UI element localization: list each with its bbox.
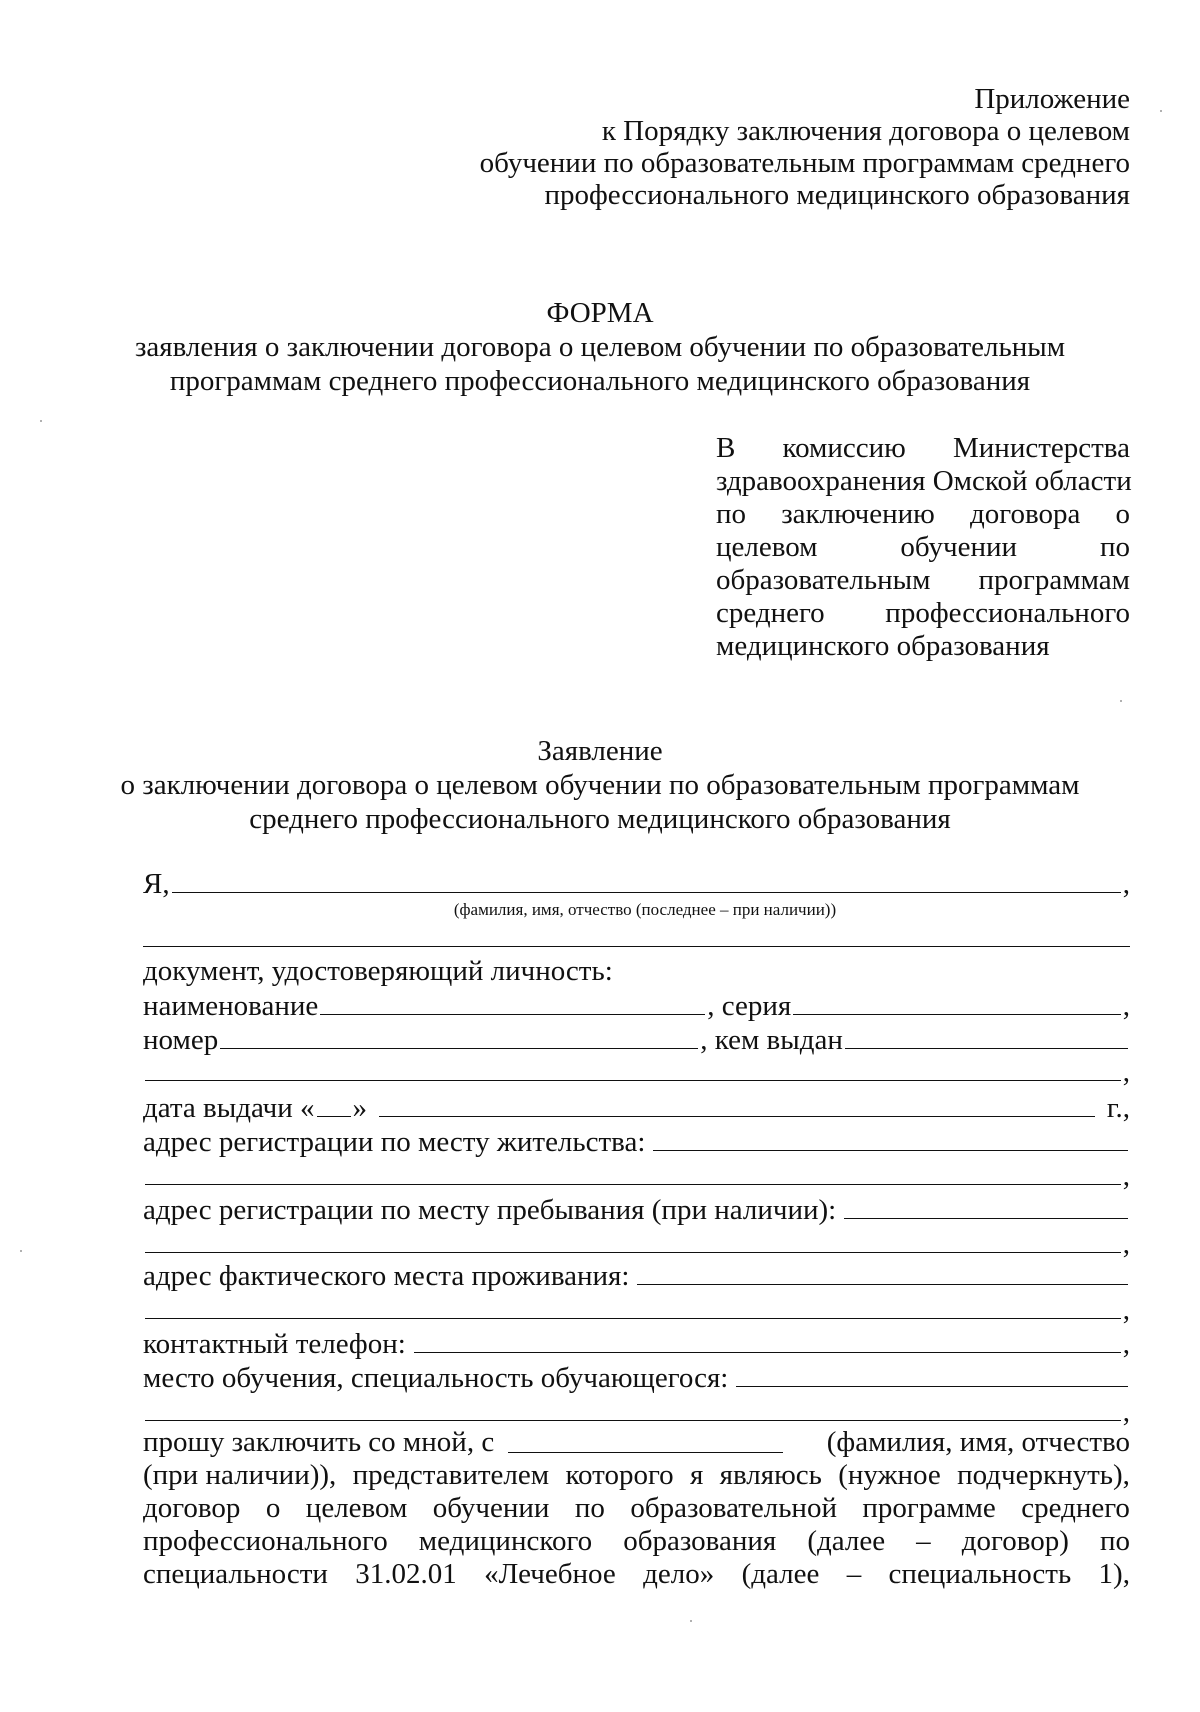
appendix-line-4: профессионального медицинского образования — [544, 179, 1130, 211]
study-label: место обучения, специальность обучающегося: — [143, 1362, 729, 1394]
actual-address-continuation-line: , — [143, 1292, 1130, 1327]
doc-name-series-line: наименование , серия , — [143, 990, 1130, 1022]
study-continuation-line: , — [143, 1394, 1130, 1429]
issued-by-continuation-field[interactable] — [145, 1054, 1121, 1081]
actual-address-line — [143, 1258, 1130, 1293]
actual-address-continuation-field[interactable] — [145, 1292, 1121, 1319]
scan-speck — [20, 1250, 22, 1252]
addressee-row: медицинского образования — [716, 630, 1050, 662]
appendix-label: Приложение — [974, 83, 1130, 115]
reg-residence-field[interactable] — [653, 1124, 1128, 1151]
paragraph-row: (при наличии)), представителем которого я являюсь (нужное подчеркнуть), — [143, 1459, 1130, 1491]
form-title: ФОРМА — [546, 297, 654, 329]
statement-subtitle-1: о заключении договора о целевом обучении по образовательным программам — [120, 769, 1080, 801]
paragraph-row: прошу заключить со мной, с (фамилия, имя, отчество — [143, 1426, 1130, 1458]
study-line — [143, 1360, 1130, 1395]
statement-subtitle-2: среднего профессионального медицинского образования — [249, 803, 951, 835]
phone-field[interactable] — [414, 1326, 1121, 1353]
issue-month-year-field[interactable] — [379, 1090, 1095, 1117]
issue-date-line: дата выдачи « » г., — [143, 1092, 1130, 1124]
actual-address-field[interactable] — [637, 1258, 1128, 1285]
issued-by-continuation-line: , — [143, 1054, 1130, 1089]
addressee-row: по заключению договора о — [716, 498, 1130, 530]
scan-speck — [1120, 700, 1122, 702]
reg-residence-line — [143, 1124, 1130, 1159]
doc-name-field[interactable] — [320, 988, 705, 1015]
scan-speck — [1160, 110, 1162, 112]
doc-series-label: , серия — [707, 990, 792, 1022]
study-field[interactable] — [736, 1360, 1128, 1387]
i-label: Я, — [143, 868, 170, 900]
form-subtitle-1: заявления о заключении договора о целевом обучении по образовательным — [134, 331, 1066, 363]
reg-residence-continuation-field[interactable] — [145, 1158, 1121, 1185]
doc-label: документ, удостоверяющий личность: — [143, 955, 613, 987]
fio-hint: (фамилия, имя, отчество (последнее – при наличии)) — [453, 900, 837, 919]
paragraph-row: договор о целевом обучении по образовательной программе среднего — [143, 1492, 1130, 1524]
addressee-row: В комиссию Министерства — [716, 432, 1130, 464]
form-subtitle-2: программам среднего профессионального медицинского образования — [169, 365, 1031, 397]
addressee-row: здравоохранения Омской области — [716, 465, 1132, 497]
doc-series-field[interactable] — [793, 988, 1121, 1015]
year-suffix: г., — [1106, 1092, 1130, 1124]
doc-issued-by-field[interactable] — [845, 1022, 1128, 1049]
fio-continuation-field[interactable] — [143, 946, 1130, 947]
reg-residence-label: адрес регистрации по месту жительства: — [143, 1126, 646, 1158]
addressee-row: образовательным программам — [716, 564, 1130, 596]
paragraph-row: профессионального медицинского образования (далее – договор) по — [143, 1525, 1130, 1557]
addressee-row: целевом обучении по — [716, 531, 1130, 563]
reg-stay-continuation-field[interactable] — [145, 1226, 1121, 1253]
reg-stay-line — [143, 1192, 1130, 1227]
doc-number-label: номер — [143, 1024, 219, 1056]
reg-residence-continuation-line: , — [143, 1158, 1130, 1193]
phone-line: контактный телефон: , — [143, 1328, 1130, 1360]
actual-address-label: адрес фактического места проживания: — [143, 1260, 630, 1292]
study-continuation-field[interactable] — [145, 1394, 1121, 1421]
scan-speck — [690, 1620, 692, 1622]
reg-stay-field[interactable] — [844, 1192, 1128, 1219]
addressee-block — [716, 432, 1130, 663]
doc-number-field[interactable] — [220, 1022, 698, 1049]
scan-speck — [40, 420, 42, 422]
fio-line: Я, , — [143, 868, 1130, 900]
fio-field[interactable] — [172, 866, 1121, 893]
doc-name-label: наименование — [143, 990, 319, 1022]
appendix-line-2: к Порядку заключения договора о целевом — [601, 115, 1130, 147]
reg-stay-continuation-line: , — [143, 1226, 1130, 1261]
addressee-row: среднего профессионального — [716, 597, 1130, 629]
representative-field[interactable] — [508, 1426, 783, 1453]
issue-date-label: дата выдачи « — [143, 1092, 315, 1124]
doc-issued-by-label: , кем выдан — [700, 1024, 843, 1056]
request-paragraph — [143, 1426, 1130, 1591]
reg-stay-label: адрес регистрации по месту пребывания (при наличии): — [143, 1194, 837, 1226]
phone-label: контактный телефон: — [143, 1328, 406, 1360]
paragraph-row: специальности 31.02.01 «Лечебное дело» (далее – специальность 1), — [143, 1558, 1130, 1590]
appendix-line-3: обучении по образовательным программам среднего — [479, 147, 1130, 179]
doc-number-issuer-line — [143, 1022, 1130, 1057]
issue-day-field[interactable] — [317, 1090, 351, 1117]
statement-title: Заявление — [537, 735, 663, 767]
